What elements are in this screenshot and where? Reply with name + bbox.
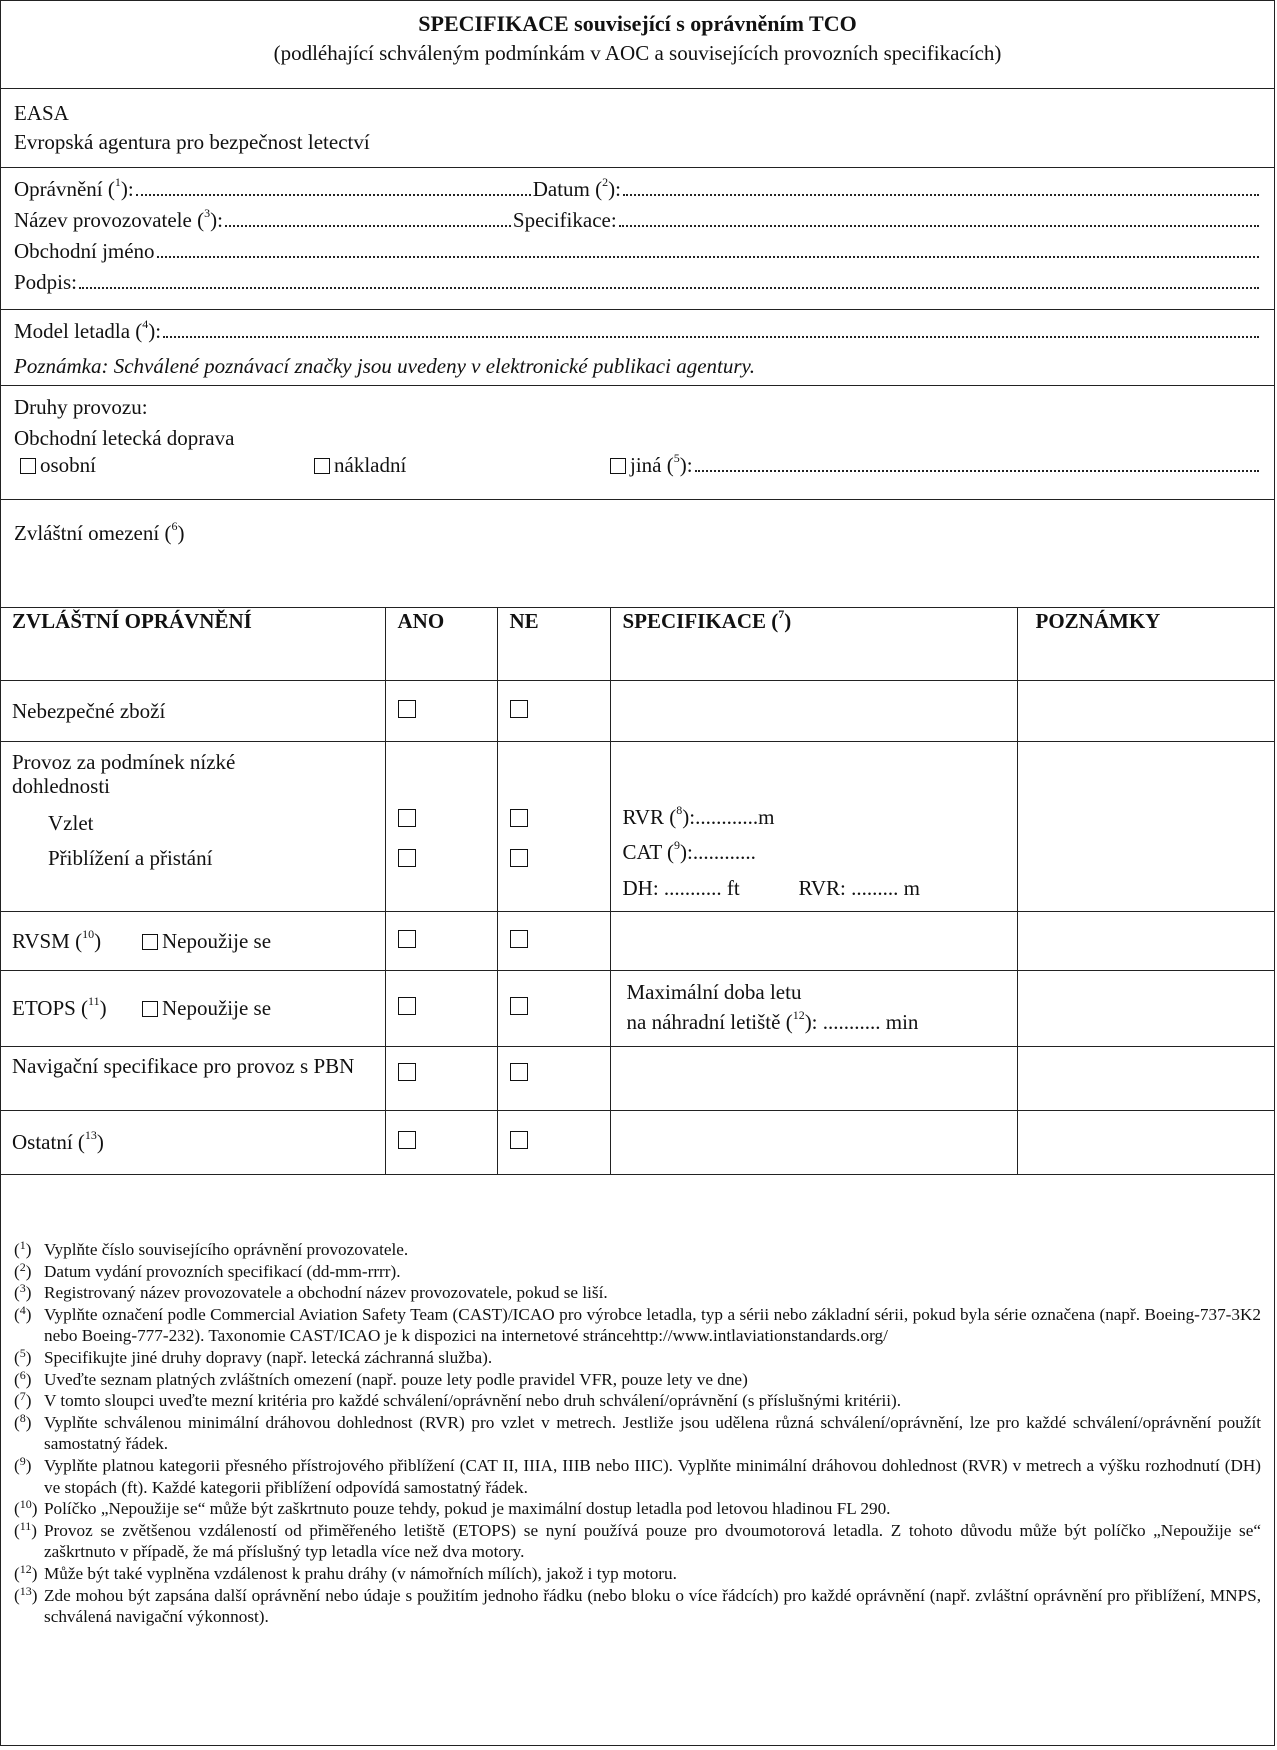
header-no: NE	[497, 608, 610, 681]
footnote-text: Políčko „Nepoužije se“ může být zaškrtnuto pouze tehdy, pokud je maximální dostup letadla pod letovou hladinou FL 290.	[44, 1499, 891, 1519]
etops-spec-cell	[610, 971, 1017, 1047]
other-option[interactable]: jiná ($^5$):	[610, 452, 693, 478]
footnote-item	[14, 1585, 1261, 1628]
authorisation-field[interactable]	[136, 193, 531, 196]
aircraft-section	[0, 310, 1275, 386]
approvals-table	[0, 608, 1275, 1175]
operation-types-label: Druhy provozu:	[14, 395, 148, 419]
footnote-item	[14, 1412, 1261, 1455]
takeoff-yes-checkbox[interactable]	[398, 809, 416, 827]
rvsm-cell	[0, 912, 385, 971]
footnote-number: ($^2$)	[14, 1259, 32, 1281]
dangerous-goods-yes-checkbox[interactable]	[398, 700, 416, 718]
approach-no-checkbox[interactable]	[510, 849, 528, 867]
footnote-text: Může být také vyplněna vzdálenost k prahu dráhy (v námořních mílích), jakož i typ motoru.	[44, 1563, 677, 1583]
header-approval: ZVLÁŠTNÍ OPRÁVNĚNÍ	[0, 608, 385, 681]
operator-name-field[interactable]	[225, 224, 511, 227]
footnote-text: Provoz se zvětšenou vzdáleností od přiměřeného letiště (ETOPS) se nyní používá pouze pro dvoumotorová letadla. Z tohoto důvodu může být políčko „Nepoužije se“ zaškrtnuto v případě, že má příslušný typ letadla více než dva motory.	[44, 1520, 1261, 1562]
footnote-number: ($^7$)	[14, 1389, 32, 1411]
footnote-item	[14, 1390, 1261, 1412]
footnote-item	[14, 1498, 1261, 1520]
date-label: Datum ($^2$):	[532, 175, 621, 201]
pbn-no-checkbox[interactable]	[510, 1063, 528, 1081]
lvo-label: Provoz za podmínek nízké dohlednosti	[12, 750, 236, 798]
footnote-number: ($^6$)	[14, 1367, 32, 1389]
checkbox[interactable]	[314, 458, 330, 474]
other-spec-cell[interactable]	[610, 1111, 1017, 1175]
etops-cell	[0, 971, 385, 1047]
page-title: SPECIFIKACE související s oprávněním TCO	[418, 11, 857, 36]
footnote-number: ($^8$)	[14, 1410, 32, 1432]
rvsm-label: RVSM ($^{10}$)	[12, 926, 102, 953]
takeoff-label: Vzlet	[48, 811, 94, 835]
checkbox[interactable]	[142, 1001, 158, 1017]
footnote-number: ($^{10}$)	[14, 1497, 38, 1519]
footnote-number: ($^{12}$)	[14, 1561, 38, 1583]
footnote-item	[14, 1261, 1261, 1283]
special-limitations-label: Zvláštní omezení ($^6$)	[14, 519, 185, 545]
authority-name: EASA	[14, 101, 69, 125]
commercial-transport-label: Obchodní letecká doprava	[14, 426, 235, 451]
etops-label: ETOPS ($^{11}$)	[12, 994, 107, 1021]
aircraft-model-field[interactable]	[163, 335, 1259, 338]
rvsm-remarks-cell[interactable]	[1017, 912, 1275, 971]
dangerous-goods-remarks-cell[interactable]	[1017, 681, 1275, 742]
other-remarks-cell[interactable]	[1017, 1111, 1275, 1175]
operator-name-label: Název provozovatele ($^3$):	[14, 206, 223, 232]
footnote-number: ($^3$)	[14, 1281, 32, 1303]
footnote-number: ($^{13}$)	[14, 1583, 38, 1605]
rvsm-no-checkbox[interactable]	[510, 930, 528, 948]
header-yes: ANO	[385, 608, 497, 681]
table-row	[0, 742, 1275, 912]
etops-spec-line1: Maximální doba letu	[626, 980, 802, 1004]
cargo-option[interactable]: nákladní	[314, 452, 610, 478]
footnote-text: Zde mohou být zapsána další oprávnění nebo údaje s použitím jednoho řádku (nebo bloku o více řádcích) pro každé oprávnění (např. zvláštní oprávnění pro přiblížení, MNPS, schválená navigační výkonnost).	[44, 1585, 1261, 1627]
date-field[interactable]	[623, 193, 1259, 196]
table-row	[0, 681, 1275, 742]
authority-full-name: Evropská agentura pro bezpečnost letectví	[14, 130, 370, 155]
footnote-text: Vyplňte schválenou minimální dráhovou dohlednost (RVR) pro vzlet v metrech. Jestliže jsou udělena různá schválení/oprávnění, lze pro každé schválení/oprávnění použít samostatný řádek.	[44, 1412, 1261, 1454]
table-row	[0, 1111, 1275, 1175]
pbn-remarks-cell[interactable]	[1017, 1047, 1275, 1111]
authority-section	[0, 89, 1275, 168]
rvsm-yes-checkbox[interactable]	[398, 930, 416, 948]
footnote-text: Registrovaný název provozovatele a obchodní název provozovatele, pokud se liší.	[44, 1283, 608, 1303]
dangerous-goods-label: Nebezpečné zboží	[0, 681, 385, 742]
footnote-text: Datum vydání provozních specifikací (dd-mm-rrrr).	[44, 1261, 401, 1281]
approach-yes-checkbox[interactable]	[398, 849, 416, 867]
checkbox[interactable]	[610, 458, 626, 474]
other-yes-checkbox[interactable]	[398, 1131, 416, 1149]
aircraft-model-label: Model letadla ($^4$):	[14, 317, 162, 343]
etops-max-time-field[interactable]: na náhradní letiště ($^{12}$): ........... min	[626, 1008, 919, 1035]
checkbox[interactable]	[142, 934, 158, 950]
takeoff-no-checkbox[interactable]	[510, 809, 528, 827]
specification-field[interactable]	[619, 224, 1259, 227]
signature-field[interactable]	[79, 286, 1259, 289]
footnote-text: Uveďte seznam platných zvláštních omezení (např. pouze lety podle pravidel VFR, pouze lety ve dne)	[44, 1369, 748, 1389]
table-row	[0, 912, 1275, 971]
authorisation-label: Oprávnění ($^1$):	[14, 175, 134, 201]
dangerous-goods-no-checkbox[interactable]	[510, 700, 528, 718]
rvsm-spec-cell[interactable]	[610, 912, 1017, 971]
footnote-number: ($^5$)	[14, 1345, 32, 1367]
footnote-number: ($^4$)	[14, 1302, 32, 1324]
approach-label: Přiblížení a přistání	[48, 846, 213, 871]
footnote-item	[14, 1563, 1261, 1585]
table-row	[0, 971, 1275, 1047]
header-specification: SPECIFIKACE ($^7$)	[610, 608, 1017, 681]
rvsm-na-option[interactable]: Nepoužije se	[142, 929, 271, 953]
table-header-row	[0, 608, 1275, 681]
etops-na-option[interactable]: Nepoužije se	[142, 996, 271, 1020]
dh-field[interactable]: DH: ........... ft	[622, 875, 740, 900]
passenger-option[interactable]: osobní	[14, 452, 314, 478]
operations-section	[0, 386, 1275, 500]
trading-name-field[interactable]	[157, 255, 1259, 258]
pbn-yes-checkbox[interactable]	[398, 1063, 416, 1081]
etops-yes-checkbox[interactable]	[398, 997, 416, 1015]
approach-rvr-field[interactable]: RVR: ......... m	[798, 875, 920, 900]
lvo-remarks-cell[interactable]	[1017, 742, 1275, 912]
header-remarks: POZNÁMKY	[1017, 608, 1275, 681]
footnote-text: Specifikujte jiné druhy dopravy (např. letecká záchranná služba).	[44, 1347, 493, 1367]
other-operation-field[interactable]	[695, 469, 1259, 472]
footnote-text: Vyplňte platnou kategorii přesného přístrojového přiblížení (CAT II, IIIA, IIIB nebo IIIC). Vyplňte minimální dráhovou dohlednost (RVR) v metrech a výšku rozhodnutí (DH) ve stopách (ft). Každé kategorii přiblížení odpovídá samostatný řádek.	[44, 1455, 1261, 1497]
footnote-number: ($^9$)	[14, 1453, 32, 1475]
header-section	[0, 0, 1275, 89]
etops-remarks-cell[interactable]	[1017, 971, 1275, 1047]
other-approval-label: Ostatní ($^{13}$)	[0, 1111, 385, 1175]
footnote-text: Vyplňte označení podle Commercial Aviation Safety Team (CAST)/ICAO pro výrobce letadla, typ a sérii nebo základní sérii, pokud byla série označena (např. Boeing-737-3K2 nebo Boeing-777-232). Taxonomie CAST/ICAO je k dispozici na internetové stráncehttp://www.intlaviationstandards.org/	[44, 1304, 1261, 1346]
lvo-spec-cell	[610, 742, 1017, 912]
checkbox[interactable]	[20, 458, 36, 474]
other-no-checkbox[interactable]	[510, 1131, 528, 1149]
footnote-number: ($^1$)	[14, 1238, 32, 1259]
page-subtitle: (podléhající schváleným podmínkám v AOC a souvisejících provozních specifikacích)	[273, 40, 1002, 65]
pbn-spec-cell[interactable]	[610, 1047, 1017, 1111]
footnote-item	[14, 1369, 1261, 1391]
dangerous-goods-spec-cell[interactable]	[610, 681, 1017, 742]
footnote-item	[14, 1239, 1261, 1261]
lvo-cell	[0, 742, 385, 912]
footnote-item	[14, 1347, 1261, 1369]
approach-cat-field[interactable]: CAT ($^9$):............	[622, 838, 756, 865]
footnote-number: ($^{11}$)	[14, 1518, 38, 1540]
footnote-item	[14, 1520, 1261, 1563]
footnotes	[0, 1227, 1275, 1628]
signature-label: Podpis:	[14, 270, 78, 294]
footnote-text: V tomto sloupci uveďte mezní kritéria pro každé schválení/oprávnění nebo druh schválení/oprávnění (s příslušnými kritérii).	[44, 1391, 902, 1411]
takeoff-rvr-field[interactable]: RVR ($^8$):............m	[622, 803, 775, 829]
registration-note: Poznámka: Schválené poznávací značky jsou uvedeny v elektronické publikaci agentury.	[14, 354, 755, 378]
pbn-label: Navigační specifikace pro provoz s PBN	[0, 1047, 385, 1111]
limitations-section	[0, 500, 1275, 608]
footnote-text: Vyplňte číslo souvisejícího oprávnění provozovatele.	[44, 1240, 409, 1259]
footnote-item	[14, 1455, 1261, 1498]
trading-name-label: Obchodní jméno	[14, 239, 155, 263]
specification-label: Specifikace:	[512, 208, 617, 232]
footnote-item	[14, 1304, 1261, 1347]
table-row	[0, 1047, 1275, 1111]
etops-no-checkbox[interactable]	[510, 997, 528, 1015]
details-section	[0, 168, 1275, 310]
footnote-item	[14, 1282, 1261, 1304]
